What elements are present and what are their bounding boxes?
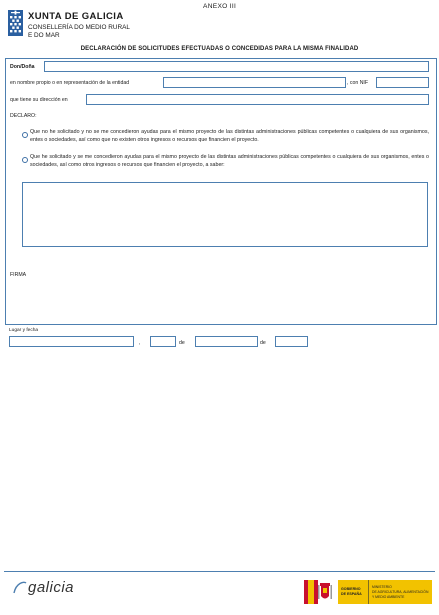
option-no-aid-radio[interactable] xyxy=(22,132,28,138)
nif-label: , con NIF xyxy=(347,80,369,86)
footer-divider xyxy=(4,571,435,572)
department-line2: E DO MAR xyxy=(28,31,60,39)
month-field[interactable] xyxy=(195,336,258,347)
de-separator-1: de xyxy=(179,340,185,346)
option-aid-radio[interactable] xyxy=(22,157,28,163)
address-field[interactable] xyxy=(86,94,429,105)
day-field[interactable] xyxy=(150,336,176,347)
option-aid-text: Que he solicitado y se me concedieron ayudas para el mismo proyecto de las distintas administraciones públicas competentes o cualquiera de sus organismos, entes o sociedades, así como otros ingresos o recursos que financien el proyecto, a saber: xyxy=(30,154,429,168)
signature-label: FIRMA xyxy=(10,272,27,278)
org-name: XUNTA DE GALICIA xyxy=(28,11,124,22)
org-department xyxy=(28,24,138,39)
document-title: DECLARACIÓN DE SOLICITUDES EFECTUADAS O CONCEDIDAS PARA LA MISMA FINALIDAD xyxy=(80,46,359,52)
name-field[interactable] xyxy=(44,61,429,72)
entity-field[interactable] xyxy=(163,77,346,88)
gov-text-line2: DE ESPAÑA xyxy=(341,592,362,596)
address-label: que tiene su dirección en xyxy=(10,97,68,103)
aid-details-textarea[interactable] xyxy=(22,182,428,247)
place-date-label: Lugar y fecha xyxy=(9,328,39,333)
annex-label: ANEXO III xyxy=(203,3,237,10)
galicia-brand: galicia xyxy=(28,579,75,596)
gov-text-line1: GOBIERNO xyxy=(341,587,361,591)
ministry-line1: MINISTERIO xyxy=(372,585,392,589)
galicia-swoosh-icon xyxy=(12,579,28,597)
comma-separator: , xyxy=(139,340,141,346)
department-line1: CONSELLERÍA DO MEDIO RURAL xyxy=(28,24,130,31)
place-field[interactable] xyxy=(9,336,134,347)
de-separator-2: de xyxy=(260,340,266,346)
nif-field[interactable] xyxy=(376,77,429,88)
ministry-line3: Y MEDIO AMBIENTE xyxy=(372,595,405,599)
entity-label: en nombre propio o en representación de la entidad xyxy=(10,80,130,86)
don-label: Don/Doña xyxy=(10,64,35,70)
government-of-spain-logo xyxy=(304,580,432,604)
year-field[interactable] xyxy=(275,336,308,347)
option-no-aid-text: Que no he solicitado y no se me concedieron ayudas para el mismo proyecto de las distintas administraciones públicas competentes o cualquiera de sus organismos, entes o sociedades, así como que no existen otros ingresos o recursos que financien el proyecto. xyxy=(30,129,429,143)
ministry-line2: DE AGRICULTURA, ALIMENTACIÓN xyxy=(372,590,429,594)
declaro-label: DECLARO: xyxy=(10,113,37,119)
xunta-emblem-icon xyxy=(8,10,23,36)
